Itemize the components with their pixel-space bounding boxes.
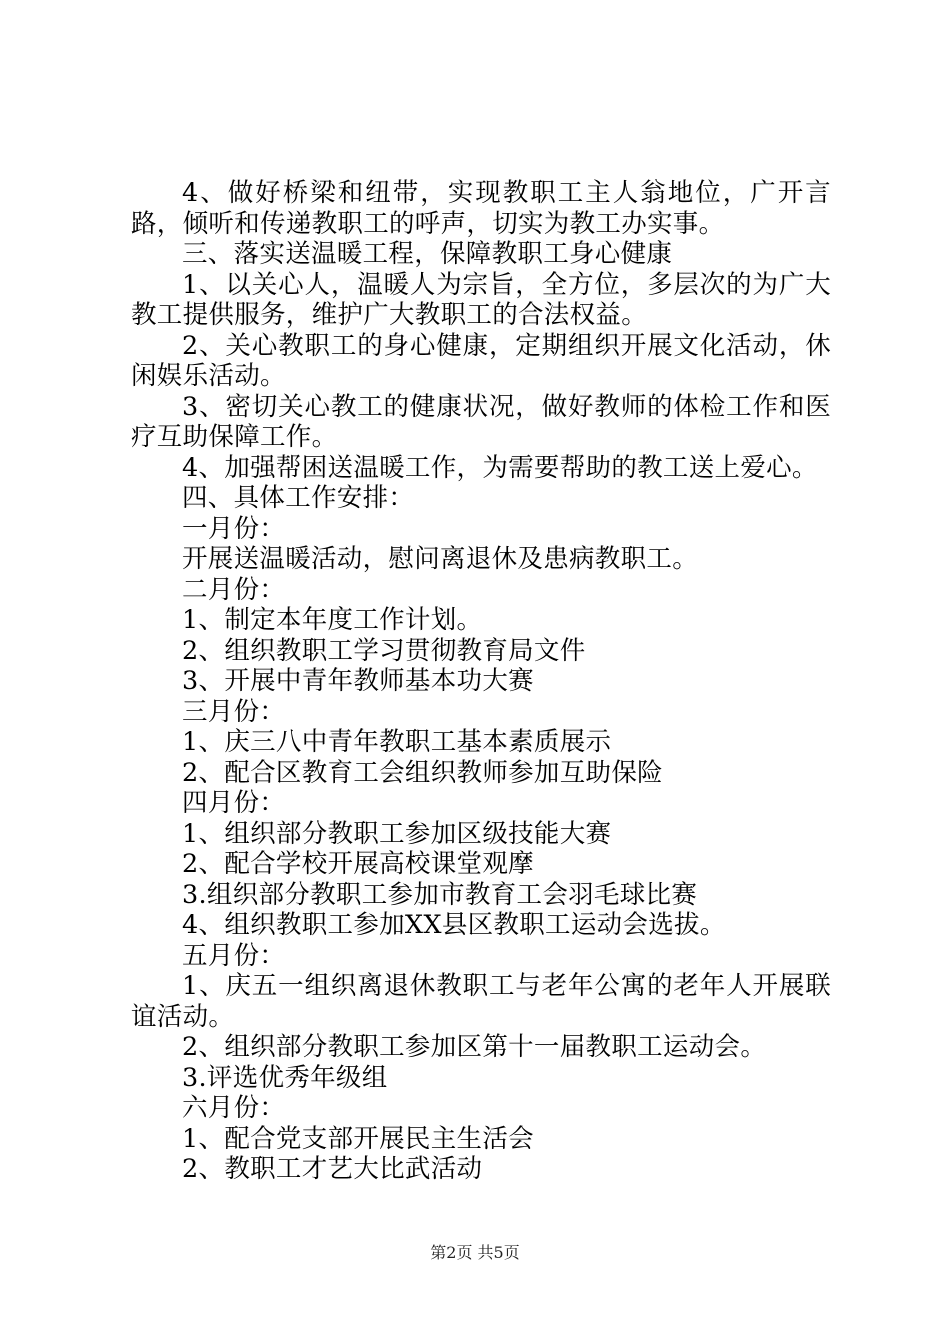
paragraph: 开展送温暖活动，慰问离退休及患病教职工。 (182, 544, 699, 574)
list-item: 1、庆五一组织离退休教职工与老年公寓的老年人开展联谊活动。 (131, 971, 831, 1032)
paragraph: 4、加强帮困送温暖工作，为需要帮助的教工送上爱心。 (182, 452, 818, 483)
paragraph: 1、以关心人，温暖人为宗旨，全方位，多层次的为广大教工提供服务，维护广大教职工的合法权益。 (131, 269, 831, 330)
month-heading: 三月份： (182, 696, 286, 727)
list-item: 3.评选优秀年级组 (182, 1062, 388, 1093)
document-body (131, 178, 831, 1185)
paragraph: 2、关心教职工的身心健康，定期组织开展文化活动，休闲娱乐活动。 (131, 330, 831, 391)
paragraph: 4、做好桥梁和纽带，实现教职工主人翁地位，广开言路，倾听和传递教职工的呼声，切实为教工办实事。 (131, 178, 831, 239)
month-heading: 二月份： (182, 574, 286, 605)
list-item: 2、配合学校开展高校课堂观摩 (182, 849, 534, 879)
section-heading: 三、落实送温暖工程，保障教职工身心健康 (182, 239, 673, 269)
list-item: 2、配合区教育工会组织教师参加互助保险 (182, 757, 663, 788)
paragraph: 3、密切关心教工的健康状况，做好教师的体检工作和医疗互助保障工作。 (131, 391, 831, 452)
list-item: 1、制定本年度工作计划。 (182, 605, 483, 635)
month-heading: 五月份： (182, 940, 286, 971)
section-heading: 四、具体工作安排： (182, 483, 415, 513)
list-item: 1、配合党支部开展民主生活会 (182, 1123, 534, 1154)
month-heading: 一月份： (182, 513, 286, 544)
month-heading: 四月份： (182, 788, 286, 818)
month-heading: 六月份： (182, 1093, 286, 1123)
list-item: 4、组织教职工参加XX县区教职工运动会选拔。 (182, 910, 726, 940)
list-item: 1、组织部分教职工参加区级技能大赛 (182, 818, 612, 849)
list-item: 3、开展中青年教师基本功大赛 (182, 666, 534, 696)
list-item: 2、组织教职工学习贯彻教育局文件 (182, 635, 586, 666)
page-number-footer: 第2页 共5页 (430, 1243, 520, 1262)
list-item: 2、组织部分教职工参加区第十一届教职工运动会。 (182, 1032, 767, 1062)
list-item: 1、庆三八中青年教职工基本素质展示 (182, 727, 612, 757)
list-item: 3.组织部分教职工参加市教育工会羽毛球比赛 (182, 879, 698, 910)
list-item: 2、教职工才艺大比武活动 (182, 1154, 483, 1184)
